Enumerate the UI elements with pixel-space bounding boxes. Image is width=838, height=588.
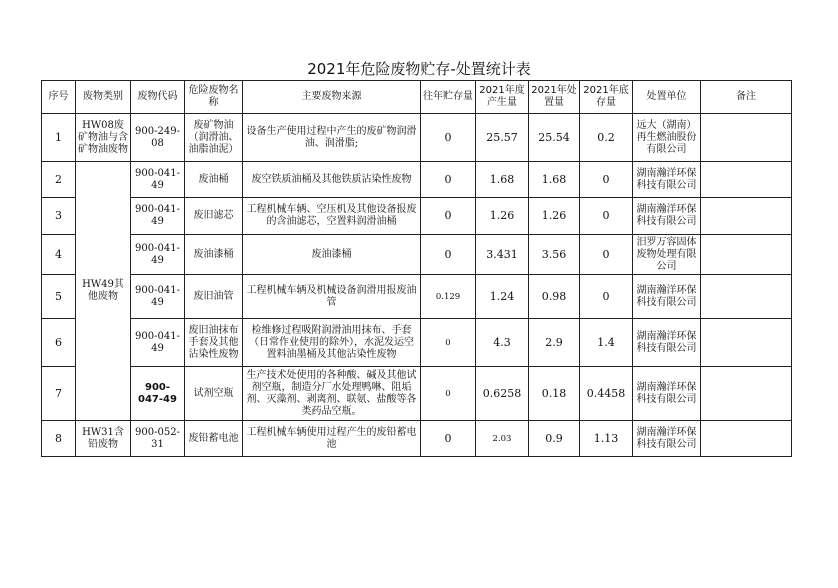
- cell-remark: [701, 367, 792, 421]
- cell-prev: 0: [421, 198, 476, 235]
- header-remark: 备注: [701, 81, 792, 114]
- table-row: [42, 114, 792, 162]
- cell-prev: 0: [421, 367, 476, 421]
- cell-end: 0: [580, 235, 633, 275]
- cell-produced: 3.431: [476, 235, 529, 275]
- waste-statistics-table: [41, 80, 792, 457]
- cell-name: 废油漆桶: [185, 235, 243, 275]
- cell-disposed: 25.54: [529, 114, 580, 162]
- cell-code: 900-052-31: [131, 421, 185, 457]
- cell-unit: 湖南瀚洋环保科技有限公司: [633, 421, 701, 457]
- cell-remark: [701, 421, 792, 457]
- table-row: [42, 421, 792, 457]
- cell-unit: 湖南瀚洋环保科技有限公司: [633, 275, 701, 319]
- cell-unit: 远大（湖南）再生燃油股份有限公司: [633, 114, 701, 162]
- header-code: 废物代码: [131, 81, 185, 114]
- cell-end: 0: [580, 162, 633, 198]
- cell-source: 设备生产使用过程中产生的废矿物润滑油、润滑脂;: [243, 114, 421, 162]
- cell-name: 废铅蓄电池: [185, 421, 243, 457]
- cell-end: 0.4458: [580, 367, 633, 421]
- cell-seq: 3: [42, 198, 76, 235]
- cell-code: 900-041-49: [131, 198, 185, 235]
- cell-seq: 7: [42, 367, 76, 421]
- cell-end: 1.4: [580, 319, 633, 367]
- cell-unit: 湖南瀚洋环保科技有限公司: [633, 162, 701, 198]
- cell-disposed: 1.68: [529, 162, 580, 198]
- cell-name: 废旧滤芯: [185, 198, 243, 235]
- header-end-storage: 2021年底存量: [580, 81, 633, 114]
- table-row: [42, 198, 792, 235]
- cell-end: 0: [580, 275, 633, 319]
- table-row: [42, 235, 792, 275]
- cell-produced: 1.68: [476, 162, 529, 198]
- cell-code: 900-047-49: [131, 367, 185, 421]
- cell-produced: 0.6258: [476, 367, 529, 421]
- cell-source: 工程机械车辆使用过程产生的废铅蓄电池: [243, 421, 421, 457]
- header-produced: 2021年度产生量: [476, 81, 529, 114]
- cell-category: HW08废矿物油与含矿物油废物: [76, 114, 131, 162]
- cell-unit: 湖南瀚洋环保科技有限公司: [633, 367, 701, 421]
- cell-end: 0.2: [580, 114, 633, 162]
- cell-remark: [701, 275, 792, 319]
- page-title: 2021年危险废物贮存-处置统计表: [307, 60, 531, 78]
- cell-produced: 1.26: [476, 198, 529, 235]
- cell-remark: [701, 198, 792, 235]
- header-disposed: 2021年处置量: [529, 81, 580, 114]
- cell-source: 生产技术处使用的各种酸、碱及其他试剂空瓶，制造分厂水处理鸭啉、阻垢剂、灭藻剂、剥离剂、联氨、盐酸等各类药品空瓶。: [243, 367, 421, 421]
- cell-name: 废旧油抹布手套及其他沾染性废物: [185, 319, 243, 367]
- cell-source: 工程机械车辆、空压机及其他设备报废的含油滤芯，空置料润滑油桶: [243, 198, 421, 235]
- header-name: 危险废物名称: [185, 81, 243, 114]
- cell-code: 900-249-08: [131, 114, 185, 162]
- cell-produced: 4.3: [476, 319, 529, 367]
- cell-source: 废空铁质油桶及其他铁质沾染性废物: [243, 162, 421, 198]
- cell-name: 废油桶: [185, 162, 243, 198]
- cell-unit: 汨罗万容固体废物处理有限公司: [633, 235, 701, 275]
- cell-code: 900-041-49: [131, 275, 185, 319]
- cell-code: 900-041-49: [131, 319, 185, 367]
- cell-seq: 8: [42, 421, 76, 457]
- cell-seq: 6: [42, 319, 76, 367]
- header-source: 主要废物来源: [243, 81, 421, 114]
- header-category: 废物类别: [76, 81, 131, 114]
- cell-produced: 1.24: [476, 275, 529, 319]
- cell-end: 0: [580, 198, 633, 235]
- cell-disposed: 1.26: [529, 198, 580, 235]
- header-prev-storage: 往年贮存量: [421, 81, 476, 114]
- cell-unit: 湖南瀚洋环保科技有限公司: [633, 319, 701, 367]
- cell-source: 检维修过程吸附润滑油用抹布、手套（日常作业使用的除外），水泥发运空置料油墨桶及其他沾染性废物: [243, 319, 421, 367]
- cell-category-merged: HW49其他废物: [76, 162, 131, 421]
- cell-prev: 0: [421, 421, 476, 457]
- cell-remark: [701, 162, 792, 198]
- cell-disposed: 2.9: [529, 319, 580, 367]
- cell-prev: 0: [421, 114, 476, 162]
- cell-category: HW31含铅废物: [76, 421, 131, 457]
- cell-remark: [701, 114, 792, 162]
- cell-seq: 1: [42, 114, 76, 162]
- cell-source: 废油漆桶: [243, 235, 421, 275]
- header-row: [42, 81, 792, 114]
- cell-prev: 0: [421, 235, 476, 275]
- cell-produced: 25.57: [476, 114, 529, 162]
- cell-remark: [701, 235, 792, 275]
- cell-prev: 0: [421, 319, 476, 367]
- cell-end: 1.13: [580, 421, 633, 457]
- header-disposal-unit: 处置单位: [633, 81, 701, 114]
- cell-prev: 0.129: [421, 275, 476, 319]
- cell-name: 废旧油管: [185, 275, 243, 319]
- cell-remark: [701, 319, 792, 367]
- table-row: [42, 319, 792, 367]
- cell-seq: 5: [42, 275, 76, 319]
- table-row: [42, 162, 792, 198]
- cell-name: 废矿物油（润滑油、油脂油泥）: [185, 114, 243, 162]
- cell-seq: 2: [42, 162, 76, 198]
- cell-unit: 湖南瀚洋环保科技有限公司: [633, 198, 701, 235]
- cell-disposed: 0.98: [529, 275, 580, 319]
- cell-disposed: 0.18: [529, 367, 580, 421]
- cell-source: 工程机械车辆及机械设备润滑用报废油管: [243, 275, 421, 319]
- cell-produced: 2.03: [476, 421, 529, 457]
- cell-disposed: 0.9: [529, 421, 580, 457]
- cell-prev: 0: [421, 162, 476, 198]
- cell-code: 900-041-49: [131, 235, 185, 275]
- header-seq: 序号: [42, 81, 76, 114]
- table-row: [42, 275, 792, 319]
- cell-seq: 4: [42, 235, 76, 275]
- cell-name: 试剂空瓶: [185, 367, 243, 421]
- cell-disposed: 3.56: [529, 235, 580, 275]
- cell-code: 900-041-49: [131, 162, 185, 198]
- table-row: [42, 367, 792, 421]
